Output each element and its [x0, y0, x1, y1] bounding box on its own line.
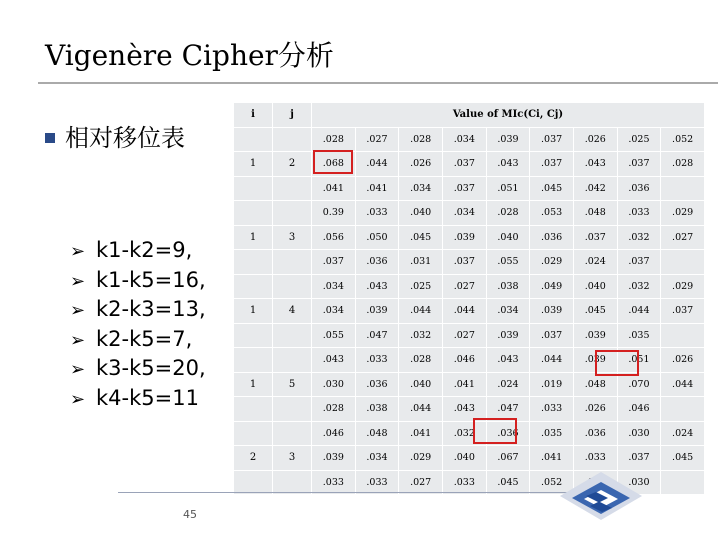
relation-text: k3-k5=20,: [96, 356, 206, 380]
mi-value-cell: .035: [530, 421, 574, 446]
footer-rule: [118, 492, 618, 493]
mi-value-cell: .039: [486, 127, 530, 152]
mi-value-cell: .039: [312, 446, 356, 471]
row-index-j: [273, 348, 312, 373]
mi-value-cell: .047: [486, 397, 530, 422]
row-index-i: [234, 470, 273, 495]
mi-value-cell: [661, 470, 705, 495]
relation-item: [70, 268, 206, 298]
mi-value-cell: .045: [486, 470, 530, 495]
relation-text: k1-k5=16,: [96, 267, 206, 292]
arrow-bullet-icon: ➢: [70, 388, 86, 410]
row-index-j: 2: [273, 152, 312, 177]
mi-value-cell: .044: [399, 299, 443, 324]
mi-value-cell: .051: [486, 176, 530, 201]
relation-item: [70, 356, 206, 386]
mi-value-cell: .035: [617, 323, 661, 348]
row-index-i: 1: [234, 225, 273, 250]
mi-value-cell: .037: [530, 127, 574, 152]
mi-value-cell: .056: [312, 225, 356, 250]
mi-value-cell: [661, 250, 705, 275]
relation-item: [70, 327, 206, 357]
mi-value-cell: .037: [617, 446, 661, 471]
mi-value-cell: .043: [355, 274, 399, 299]
key-relations-list: [70, 238, 206, 415]
mi-value-cell: .037: [617, 152, 661, 177]
table-row: [234, 127, 705, 152]
slide-title: Vigenère Cipher分析: [45, 39, 334, 72]
mi-value-cell: .036: [617, 176, 661, 201]
mi-value-cell: [661, 397, 705, 422]
mi-value-cell: .030: [617, 421, 661, 446]
mutual-index-table: [233, 102, 705, 495]
table-row: [234, 201, 705, 226]
mi-value-cell: .028: [312, 397, 356, 422]
mi-value-cell: .037: [617, 250, 661, 275]
mi-value-cell: .068: [312, 152, 356, 177]
mi-value-cell: .052: [530, 470, 574, 495]
mi-value-cell: .039: [486, 323, 530, 348]
mi-value-cell: .026: [661, 348, 705, 373]
mi-value-cell: .025: [399, 274, 443, 299]
mi-value-cell: .043: [442, 397, 486, 422]
mi-value-cell: .036: [573, 421, 617, 446]
mi-value-cell: .034: [355, 446, 399, 471]
relation-item: [70, 386, 206, 416]
mi-value-cell: .026: [573, 397, 617, 422]
mi-value-cell: .039: [573, 348, 617, 373]
square-bullet-icon: [45, 133, 55, 143]
mi-value-cell: .034: [486, 299, 530, 324]
mi-value-cell: .033: [573, 446, 617, 471]
bullet-heading: [45, 118, 185, 153]
mi-value-cell: .033: [355, 470, 399, 495]
mi-value-cell: .050: [355, 225, 399, 250]
row-index-i: [234, 421, 273, 446]
row-index-j: 5: [273, 372, 312, 397]
arrow-bullet-icon: ➢: [70, 270, 86, 292]
mi-value-cell: .036: [530, 225, 574, 250]
mi-value-cell: .033: [312, 470, 356, 495]
mi-value-cell: .025: [617, 127, 661, 152]
mi-value-cell: .024: [573, 250, 617, 275]
table-row: [234, 397, 705, 422]
mi-value-cell: .039: [530, 299, 574, 324]
mi-value-cell: .034: [442, 127, 486, 152]
table-row: [234, 421, 705, 446]
mi-value-cell: .049: [530, 274, 574, 299]
mi-value-cell: .024: [486, 372, 530, 397]
mi-value-cell: .036: [355, 250, 399, 275]
row-index-j: [273, 323, 312, 348]
table-row: [234, 152, 705, 177]
mi-value-cell: .030: [312, 372, 356, 397]
row-index-i: [234, 397, 273, 422]
mi-value-cell: .033: [442, 470, 486, 495]
mi-value-cell: .029: [661, 201, 705, 226]
mi-value-cell: .032: [617, 274, 661, 299]
mi-value-cell: .039: [573, 323, 617, 348]
mi-value-cell: 0.39: [312, 201, 356, 226]
mi-value-cell: .028: [486, 201, 530, 226]
row-index-j: 3: [273, 225, 312, 250]
mi-value-cell: .027: [661, 225, 705, 250]
mi-value-cell: .036: [355, 372, 399, 397]
relation-text: k4-k5=11: [96, 385, 199, 410]
row-index-i: [234, 176, 273, 201]
relation-text: k2-k3=13,: [96, 297, 206, 321]
mi-value-cell: .045: [530, 176, 574, 201]
mi-value-cell: .029: [530, 250, 574, 275]
row-index-i: [234, 274, 273, 299]
mi-value-cell: .028: [661, 152, 705, 177]
mi-value-cell: .041: [399, 421, 443, 446]
mi-value-cell: .048: [573, 372, 617, 397]
mi-value-cell: .044: [355, 152, 399, 177]
mi-value-cell: .030: [617, 470, 661, 495]
mi-value-cell: .027: [442, 274, 486, 299]
mi-value-cell: .040: [399, 201, 443, 226]
mi-value-cell: .043: [573, 152, 617, 177]
highlight-box-row2: [313, 150, 353, 174]
table-row: [234, 274, 705, 299]
mi-value-cell: .033: [530, 397, 574, 422]
row-index-j: [273, 201, 312, 226]
mi-value-cell: .033: [617, 201, 661, 226]
mi-value-cell: [661, 176, 705, 201]
mi-value-cell: .027: [355, 127, 399, 152]
relation-text: k1-k2=9,: [96, 238, 193, 262]
mi-value-cell: .033: [355, 201, 399, 226]
relation-text: k2-k5=7,: [96, 326, 193, 351]
mi-value-cell: .032: [617, 225, 661, 250]
mi-value-cell: .041: [530, 446, 574, 471]
mi-value-cell: .033: [355, 348, 399, 373]
mi-value-cell: .044: [399, 397, 443, 422]
mi-value-cell: .046: [312, 421, 356, 446]
row-index-i: [234, 127, 273, 152]
mi-value-cell: .028: [399, 348, 443, 373]
row-index-i: 2: [234, 446, 273, 471]
mi-value-cell: .037: [312, 250, 356, 275]
mi-value-cell: .044: [530, 348, 574, 373]
table-row: [234, 225, 705, 250]
mi-value-cell: .019: [530, 372, 574, 397]
mi-value-cell: .031: [399, 250, 443, 275]
mi-value-cell: .032: [399, 323, 443, 348]
mi-value-cell: .034: [442, 201, 486, 226]
mi-value-cell: .034: [399, 176, 443, 201]
highlight-box-row14: [473, 418, 517, 444]
row-index-j: [273, 274, 312, 299]
mi-value-cell: .026: [399, 152, 443, 177]
mi-value-cell: .070: [617, 372, 661, 397]
mi-value-cell: .055: [486, 250, 530, 275]
mi-value-cell: .037: [442, 250, 486, 275]
table-row: [234, 446, 705, 471]
mi-value-cell: .040: [573, 274, 617, 299]
mi-value-cell: .024: [661, 421, 705, 446]
relation-item: [70, 297, 206, 327]
mi-value-cell: .027: [399, 470, 443, 495]
mi-value-cell: .040: [399, 372, 443, 397]
row-index-j: [273, 250, 312, 275]
mi-value-cell: .037: [573, 225, 617, 250]
row-index-j: [273, 176, 312, 201]
mi-value-cell: .044: [661, 372, 705, 397]
mi-value-cell: .052: [661, 127, 705, 152]
mi-value-cell: .044: [442, 299, 486, 324]
mi-value-cell: .038: [486, 274, 530, 299]
arrow-bullet-icon: ➢: [70, 300, 86, 321]
row-index-i: [234, 323, 273, 348]
mi-value-cell: .036: [486, 421, 530, 446]
table-row: [234, 323, 705, 348]
mi-value-cell: .055: [312, 323, 356, 348]
mi-value-cell: .039: [442, 225, 486, 250]
university-logo-icon: [556, 468, 646, 538]
mi-value-cell: .038: [355, 397, 399, 422]
header-i: i: [234, 103, 273, 128]
mi-value-cell: .041: [355, 176, 399, 201]
mi-value-cell: .037: [661, 299, 705, 324]
mi-value-cell: .037: [442, 152, 486, 177]
arrow-bullet-icon: ➢: [70, 359, 86, 380]
header-value-label: Value of MIc(Ci, Cj): [312, 103, 705, 128]
arrow-bullet-icon: ➢: [70, 241, 86, 262]
row-index-i: [234, 348, 273, 373]
mi-value-cell: .029: [661, 274, 705, 299]
mi-value-cell: .046: [617, 397, 661, 422]
mi-value-cell: .037: [442, 176, 486, 201]
row-index-j: [273, 397, 312, 422]
mi-value-cell: [661, 323, 705, 348]
mi-value-cell: .041: [312, 176, 356, 201]
row-index-j: 4: [273, 299, 312, 324]
mi-value-cell: .037: [530, 152, 574, 177]
row-index-i: [234, 250, 273, 275]
row-index-j: [273, 421, 312, 446]
mi-value-cell: .027: [442, 323, 486, 348]
mi-value-cell: .048: [355, 421, 399, 446]
row-index-j: 3: [273, 446, 312, 471]
mi-value-cell: .026: [573, 127, 617, 152]
mi-value-cell: .029: [399, 446, 443, 471]
highlight-box-row11: [595, 350, 639, 376]
relation-item: [70, 238, 206, 268]
mi-value-cell: .047: [355, 323, 399, 348]
table-row: [234, 176, 705, 201]
mi-value-cell: .046: [442, 348, 486, 373]
mi-value-cell: .045: [399, 225, 443, 250]
mi-value-cell: .044: [617, 299, 661, 324]
arrow-bullet-icon: ➢: [70, 329, 86, 351]
title-underline: [38, 82, 718, 84]
row-index-i: 1: [234, 152, 273, 177]
mi-value-cell: .040: [442, 446, 486, 471]
page-number: 45: [183, 508, 197, 521]
mi-value-cell: .051: [617, 348, 661, 373]
row-index-j: [273, 127, 312, 152]
mi-value-cell: .045: [573, 299, 617, 324]
table-header-row: [234, 103, 705, 128]
mi-value-cell: .048: [573, 201, 617, 226]
row-index-i: 1: [234, 372, 273, 397]
mi-value-cell: .037: [530, 323, 574, 348]
mi-value-cell: .034: [312, 274, 356, 299]
table-row: [234, 250, 705, 275]
mi-value-cell: .043: [486, 348, 530, 373]
table-row: [234, 299, 705, 324]
mi-value-cell: .034: [312, 299, 356, 324]
row-index-i: 1: [234, 299, 273, 324]
mi-value-cell: .043: [486, 152, 530, 177]
mi-value-cell: .042: [573, 176, 617, 201]
mi-value-cell: .043: [312, 348, 356, 373]
mi-value-cell: .028: [312, 127, 356, 152]
row-index-i: [234, 201, 273, 226]
mi-value-cell: .032: [442, 421, 486, 446]
mi-value-cell: .067: [486, 446, 530, 471]
mi-value-cell: .053: [530, 201, 574, 226]
mi-value-cell: .039: [355, 299, 399, 324]
bullet-label: 相对移位表: [65, 124, 185, 152]
header-j: j: [273, 103, 312, 128]
mi-value-cell: .041: [442, 372, 486, 397]
mi-value-cell: .040: [486, 225, 530, 250]
row-index-j: [273, 470, 312, 495]
mi-value-cell: .045: [661, 446, 705, 471]
mi-value-cell: .028: [399, 127, 443, 152]
